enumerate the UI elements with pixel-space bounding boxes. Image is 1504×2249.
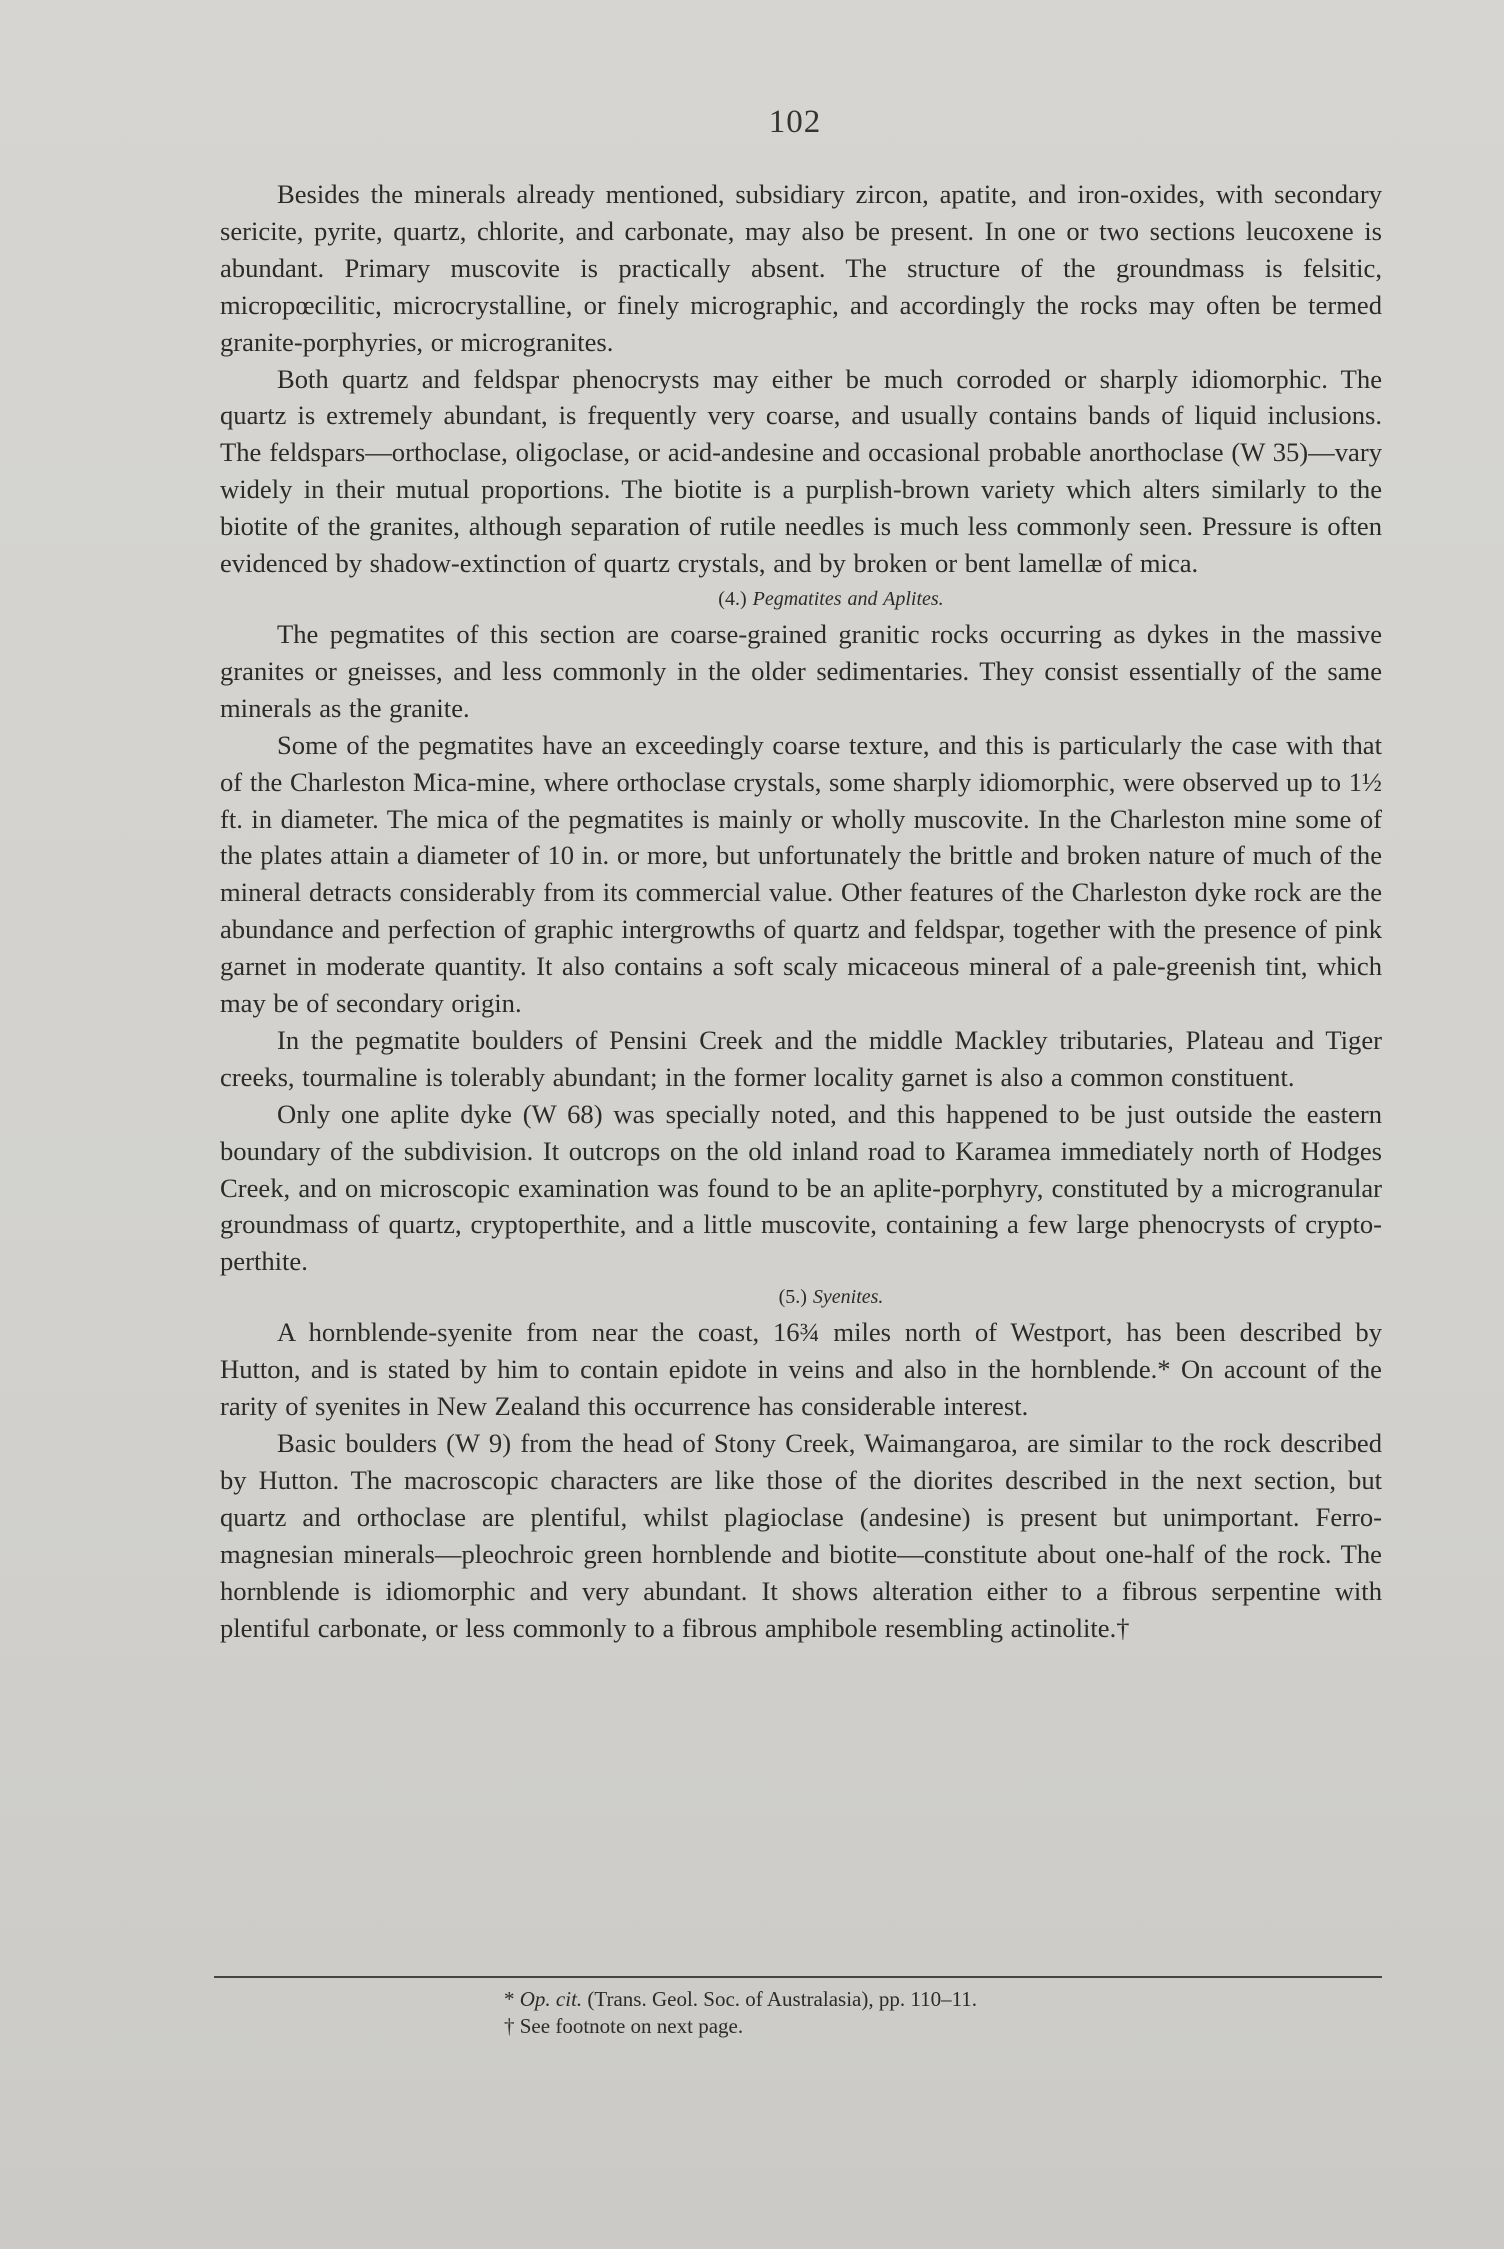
body-text <box>220 176 1382 1646</box>
paragraph-7: A hornblende-syenite from near the coast, 16¾ miles north of Westport, has been described by Hutton, and is stated by him to contain epidote in veins and also in the hornblende.* On account of the rarity of syenites in New Zealand this occurrence has considerable interest. <box>220 1317 1382 1422</box>
footnote-citation: Op. cit. <box>519 1987 583 2011</box>
paragraph-6: Only one aplite dyke (W 68) was specially noted, and this happened to be just outside the eastern boundary of the subdivision. It outcrops on the old inland road to Karamea immediately north of Hodges Creek, and on microscopic examination was found to be an aplite-porphyry, constituted by a microgranular groundmass of quartz, cryptoperthite, and a little muscovite, containing a few large phenocrysts of crypto-perthite. <box>220 1098 1382 1277</box>
section-heading-syenites <box>220 1280 1382 1314</box>
paragraph-2: Both quartz and feldspar phenocrysts may either be much corroded or sharply idiomorphic. The quartz is extremely abundant, is frequently very coarse, and usually contains bands of liquid inclusions. The feldspars—orthoclase, oligoclase, or acid-andesine and occasional probable anorthoclase (W 35)—vary widely in their mutual proportions. The biotite is a purplish-brown variety which alters similarly to the biotite of the granites, although separation of rutile needles is much less commonly seen. Pressure is often evidenced by shadow-extinction of quartz crystals, and by broken or bent lamellæ of mica. <box>220 363 1382 579</box>
footnote-text: (Trans. Geol. Soc. of Australasia), pp. 110–11. <box>587 1987 978 2011</box>
footnote-marker: * <box>504 1987 515 2011</box>
page-number: 102 <box>768 104 822 140</box>
paragraph-4: Some of the pegmatites have an exceedingly coarse texture, and this is particularly the case with that of the Charleston Mica-mine, where orthoclase crystals, some sharply idiomorphic, were observed up to 1½ ft. in diameter. The mica of the pegmatites is mainly or wholly muscovite. In the Charleston mine some of the plates attain a diameter of 10 in. or more, but unfortunately the brittle and broken nature of much of the mineral detracts considerably from its commercial value. Other features of the Charleston dyke rock are the abundance and perfection of graphic intergrowths of quartz and feldspar, together with the presence of pink garnet in moderate quantity. It also contains a soft scaly micaceous mineral of a pale-greenish tint, which may be of secondary origin. <box>220 729 1382 1019</box>
section-title: Syenites. <box>812 1286 884 1309</box>
paragraph-5: In the pegmatite boulders of Pensini Creek and the middle Mackley tributaries, Plateau and Tiger creeks, tourmaline is tolerably abundant; in the former locality garnet is also a common constituent. <box>220 1024 1382 1092</box>
footnote-1 <box>214 1986 1382 2013</box>
paragraph-1: Besides the minerals already mentioned, subsidiary zircon, apatite, and iron-oxides, with secondary sericite, pyrite, quartz, chlorite, and carbonate, may also be present. In one or two sections leucoxene is abundant. Primary muscovite is practically absent. The structure of the groundmass is felsitic, micropœcilitic, microcrystalline, or finely micrographic, and accordingly the rocks may often be termed granite-porphyries, or microgranites. <box>220 179 1382 357</box>
footnote-2: † See footnote on next page. <box>504 2014 744 2038</box>
section-number: (5.) <box>778 1286 807 1309</box>
paragraph-3: The pegmatites of this section are coarse-grained granitic rocks occurring as dykes in the massive granites or gneisses, and less commonly in the older sedimentaries. They consist essentially of the same minerals as the granite. <box>220 618 1382 723</box>
paragraph-8: Basic boulders (W 9) from the head of Stony Creek, Waimangaroa, are similar to the rock described by Hutton. The macroscopic characters are like those of the diorites described in the next section, but quartz and orthoclase are plentiful, whilst plagioclase (andesine) is present but unimportant. Ferro-magnesian minerals—pleochroic green hornblende and biotite—constitute about one-half of the rock. The hornblende is idiomorphic and very abundant. It shows alteration either to a fibrous serpentine with plentiful carbonate, or less commonly to a fibrous amphibole resembling actinolite.† <box>220 1428 1382 1643</box>
footnotes <box>214 1976 1382 2040</box>
section-number: (4.) <box>718 587 747 610</box>
section-title: Pegmatites and Aplites. <box>752 587 944 610</box>
section-heading-pegmatites <box>220 582 1382 616</box>
